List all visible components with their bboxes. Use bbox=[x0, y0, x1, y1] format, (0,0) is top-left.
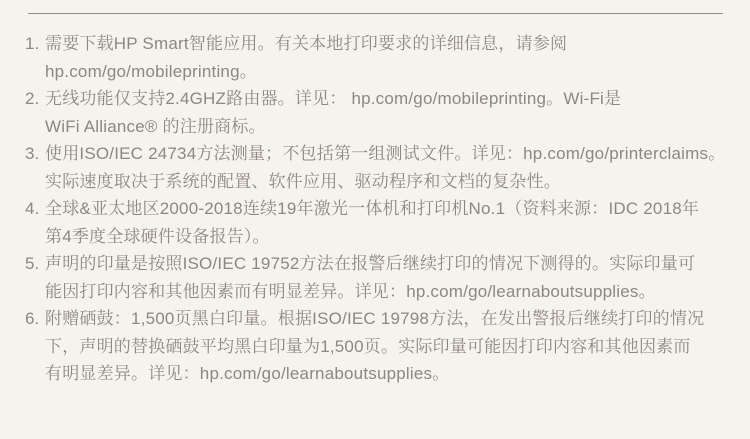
top-divider bbox=[28, 13, 723, 14]
footnote-number: 6. bbox=[25, 309, 40, 328]
footnote-text-line: 有明显差异。详见：hp.com/go/learnaboutsupplies。 bbox=[45, 364, 450, 383]
footnote-item-1 bbox=[25, 30, 750, 85]
footnote-item-3 bbox=[25, 140, 750, 195]
footnote-number: 1. bbox=[25, 34, 40, 53]
footnote-text-line: 附赠硒鼓：1,500页黑白印量。根据ISO/IEC 19798方法，在发出警报后继续打印的情况 bbox=[45, 309, 705, 328]
footnotes-section bbox=[0, 13, 750, 439]
footnote-text-line: 实际速度取决于系统的配置、软件应用、驱动程序和文档的复杂性。 bbox=[45, 171, 561, 191]
footnote-text-line: 下，声明的替换硒鼓平均黑白印量为1,500页。实际印量可能因打印内容和其他因素而 bbox=[45, 336, 691, 356]
footnote-text-line: hp.com/go/mobileprinting。 bbox=[45, 61, 257, 81]
footnote-number: 5. bbox=[25, 254, 40, 273]
footnote-number: 4. bbox=[25, 199, 40, 218]
footnote-text-line: 声明的印量是按照ISO/IEC 19752方法在报警后继续打印的情况下测得的。实际印量可 bbox=[45, 254, 696, 273]
footnote-text-line: 使用ISO/IEC 24734方法测量；不包括第一组测试文件。详见：hp.com/go/printerclaims。 bbox=[45, 144, 726, 163]
footnote-item-5 bbox=[25, 250, 750, 305]
footnote-text-line: 全球&亚太地区2000-2018连续19年激光一体机和打印机No.1（资料来源：IDC 2018年 bbox=[45, 199, 700, 218]
footnote-text-line: WiFi Alliance® 的注册商标。 bbox=[45, 116, 266, 136]
footnote-text-line: 需要下载HP Smart智能应用。有关本地打印要求的详细信息，请参阅 bbox=[45, 34, 568, 53]
footnote-text-line: 第4季度全球硬件设备报告）。 bbox=[45, 226, 270, 246]
footnote-number: 2. bbox=[25, 89, 40, 108]
footnote-text-line: 无线功能仅支持2.4GHZ路由器。详见： hp.com/go/mobileprinting。Wi-Fi是 bbox=[45, 89, 622, 108]
footnote-list bbox=[25, 30, 750, 388]
footnote-item-2 bbox=[25, 85, 750, 140]
footnote-item-6 bbox=[25, 305, 750, 388]
footnote-text-line: 能因打印内容和其他因素而有明显差异。详见：hp.com/go/learnaboutsupplies。 bbox=[45, 281, 656, 301]
footnote-number: 3. bbox=[25, 144, 40, 163]
footnote-item-4 bbox=[25, 195, 750, 250]
